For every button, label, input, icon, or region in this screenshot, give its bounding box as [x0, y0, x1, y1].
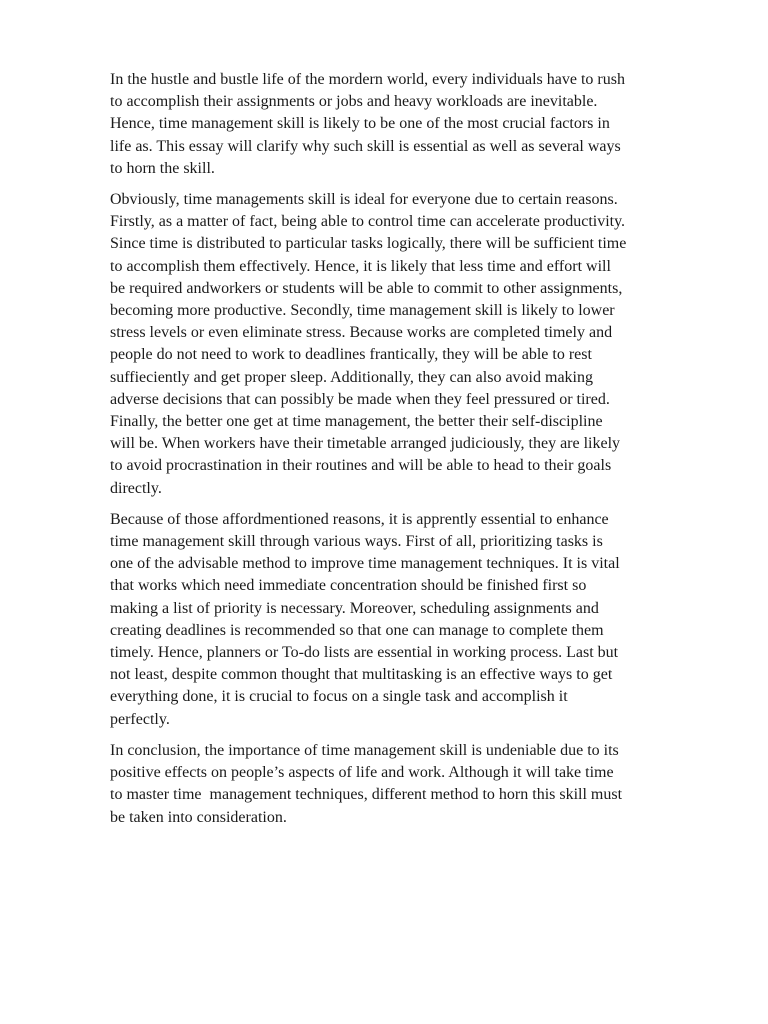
text-line: that works which need immediate concentration should be finished first so — [110, 577, 587, 595]
text-line: suffieciently and get proper sleep. Additionally, they can also avoid making — [110, 368, 593, 386]
text-line: to master time management techniques, different method to horn this skill must — [110, 786, 623, 804]
text-line: In conclusion, the importance of time management skill is undeniable due to its — [110, 741, 619, 759]
text-line: be required andworkers or students will be able to commit to other assignments, — [110, 279, 623, 297]
text-line: making a list of priority is necessary. Moreover, scheduling assignments and — [110, 599, 599, 617]
essay-body — [110, 69, 694, 838]
text-line: timely. Hence, planners or To-do lists are essential in working process. Last but — [110, 644, 619, 662]
text-line: will be. When workers have their timetable arranged judiciously, they are likely — [110, 435, 621, 453]
paragraph-reasons — [110, 189, 694, 500]
text-line: to horn the skill. — [110, 159, 215, 177]
paragraph-introduction — [110, 69, 694, 180]
text-line: Because of those affordmentioned reasons, it is apprently essential to enhance — [110, 510, 609, 528]
text-line: stress levels or even eliminate stress. Because works are completed timely and — [110, 324, 613, 342]
text-line: creating deadlines is recommended so that one can manage to complete them — [110, 621, 604, 639]
text-line: Since time is distributed to particular tasks logically, there will be sufficient time — [110, 235, 627, 253]
text-line: to accomplish their assignments or jobs and heavy workloads are inevitable. — [110, 93, 598, 111]
text-line: Firstly, as a matter of fact, being able to control time can accelerate productivity. — [110, 213, 626, 231]
text-line: everything done, it is crucial to focus on a single task and accomplish it — [110, 688, 568, 706]
text-line: Finally, the better one get at time management, the better their self-discipline — [110, 413, 603, 431]
text-line: be taken into consideration. — [110, 808, 287, 826]
text-line: life as. This essay will clarify why such skill is essential as well as several ways — [110, 137, 621, 155]
text-line: adverse decisions that can possibly be made when they feel pressured or tired. — [110, 390, 610, 408]
text-line: one of the advisable method to improve time management techniques. It is vital — [110, 555, 620, 573]
text-line: people do not need to work to deadlines frantically, they will be able to rest — [110, 346, 592, 364]
text-line: In the hustle and bustle life of the mordern world, every individuals have to rush — [110, 71, 625, 88]
text-line: Obviously, time managements skill is ideal for everyone due to certain reasons. — [110, 191, 618, 209]
text-line: to avoid procrastination in their routines and will be able to head to their goals — [110, 457, 612, 475]
text-line: positive effects on people’s aspects of life and work. Although it will take time — [110, 764, 614, 782]
text-line: perfectly. — [110, 710, 170, 728]
text-line: becoming more productive. Secondly, time management skill is likely to lower — [110, 302, 615, 320]
text-line: Hence, time management skill is likely to be one of the most crucial factors in — [110, 115, 610, 133]
text-line: directly. — [110, 479, 162, 497]
paragraph-methods — [110, 509, 694, 731]
text-line: time management skill through various ways. First of all, prioritizing tasks is — [110, 533, 603, 551]
paragraph-conclusion — [110, 740, 694, 829]
text-line: to accomplish them effectively. Hence, it is likely that less time and effort will — [110, 257, 611, 275]
text-line: not least, despite common thought that multitasking is an effective ways to get — [110, 666, 613, 684]
